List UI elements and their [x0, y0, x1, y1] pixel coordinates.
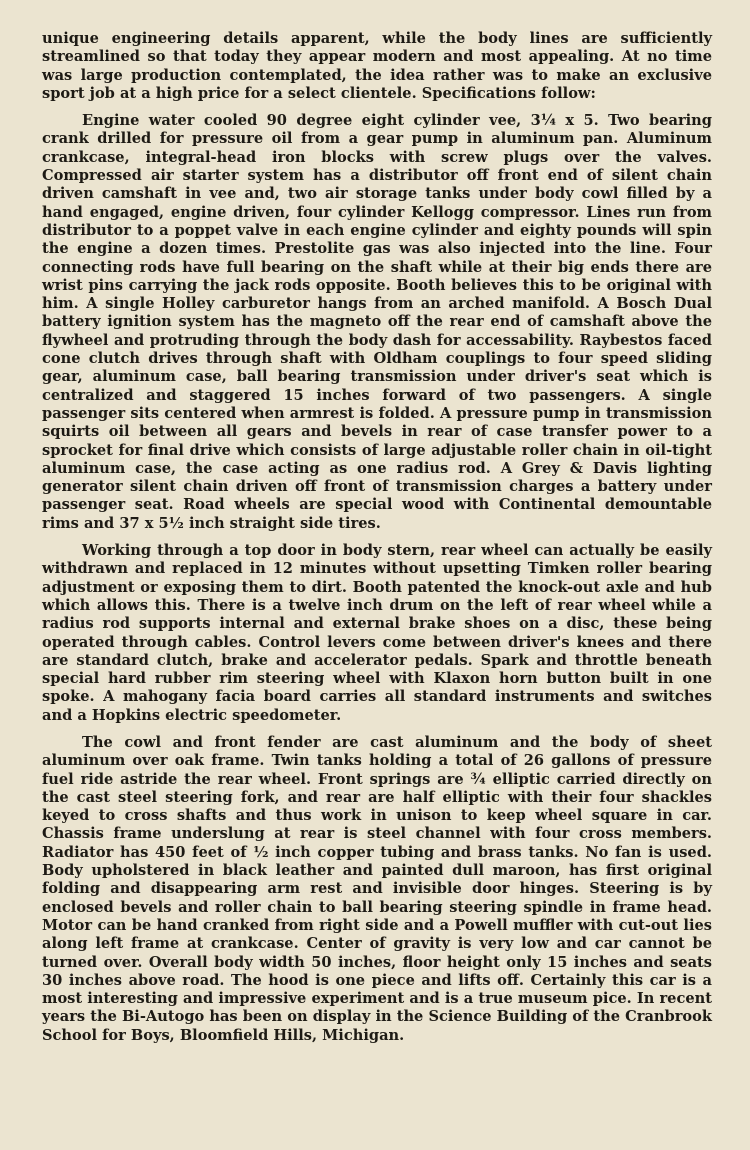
paragraph-engine-specs: Engine water cooled 90 degree eight cylinder vee, 3¼ x 5. Two bearing crank drilled for pressure oil from a gear pump in aluminum pan. Aluminum crankcase, integral-head iron blocks with screw plugs over the valves. Compressed air starter system has a distributor off front end of silent chain driven camshaft in vee and, two air storage tanks under body cowl filled by a hand engaged, engine driven, four cylinder Kellogg compressor. Lines run from distributor to a poppet valve in each engine cylinder and eighty pounds will spin the engine a dozen times. Prestolite gas was also injected into the line. Four connecting rods have full bearing on the shaft while at their big ends there are wrist pins carrying the jack rods opposite. Booth believes this to be original with him. A single Holley carburetor hangs from an arched manifold. A Bosch Dual battery ignition system has the magneto off the rear end of camshaft above the flywheel and protruding through the body dash for accessability. Raybestos faced cone clutch drives through shaft with Oldham couplings to four speed sliding gear, aluminum case, ball bearing transmission under driver's seat which is centralized and staggered 15 inches forward of two passengers. A single passenger sits centered when armrest is folded. A pressure pump in transmission squirts oil between all gears and bevels in rear of case transfer power to a sprocket for final drive which consists of large adjustable roller chain in oil-tight aluminum case, the case acting as one radius rod. A Grey & Davis lighting generator silent chain driven off front of transmission charges a battery under passenger seat. Road wheels are special wood with Continental demountable rims and 37 x 5½ inch straight side tires.: [42, 112, 712, 532]
paragraph-rear-wheel: Working through a top door in body stern, rear wheel can actually be easily withdrawn and replaced in 12 minutes without upsetting Timken roller bearing adjustment or exposing them to dirt. Booth patented the knock-out axle and hub which allows this. There is a twelve inch drum on the left of rear wheel while a radius rod supports internal and external brake shoes on a disc, these being operated through cables. Control levers come between driver's knees and there are standard clutch, brake and accelerator pedals. Spark and throttle beneath special hard rubber rim steering wheel with Klaxon horn button built in one spoke. A mahogany facia board carries all standard instruments and switches and a Hopkins electric speedometer.: [42, 542, 712, 724]
paragraph-body-chassis: The cowl and front fender are cast aluminum and the body of sheet aluminum over oak frame. Twin tanks holding a total of 26 gallons of pressure fuel ride astride the rear wheel. Front springs are ¾ elliptic carried directly on the cast steel steering fork, and rear are half elliptic with their four shackles keyed to cross shafts and thus work in unison to keep wheel square in car. Chassis frame underslung at rear is steel channel with four cross members. Radiator has 450 feet of ½ inch copper tubing and brass tanks. No fan is used. Body upholstered in black leather and painted dull maroon, has first original folding and disappearing arm rest and invisible door hinges. Steering is by enclosed bevels and roller chain to ball bearing steering spindle in frame head. Motor can be hand cranked from right side and a Powell muffler with cut-out lies along left frame at crankcase. Center of gravity is very low and car cannot be turned over. Overall body width 50 inches, floor height only 15 inches and seats 30 inches above road. The hood is one piece and lifts off. Certainly this car is a most interesting and impressive experiment and is a true museum pice. In recent years the Bi-Autogo has been on display in the Science Building of the Cranbrook School for Boys, Bloomfield Hills, Michigan.: [42, 733, 712, 1044]
paragraph-intro: unique engineering details apparent, while the body lines are sufficiently streamlined so that today they appear modern and most appealing. At no time was large production contemplated, the idea rather was to make an exclusive sport job at a high price for a select clientele. Specifications follow:: [42, 30, 712, 102]
